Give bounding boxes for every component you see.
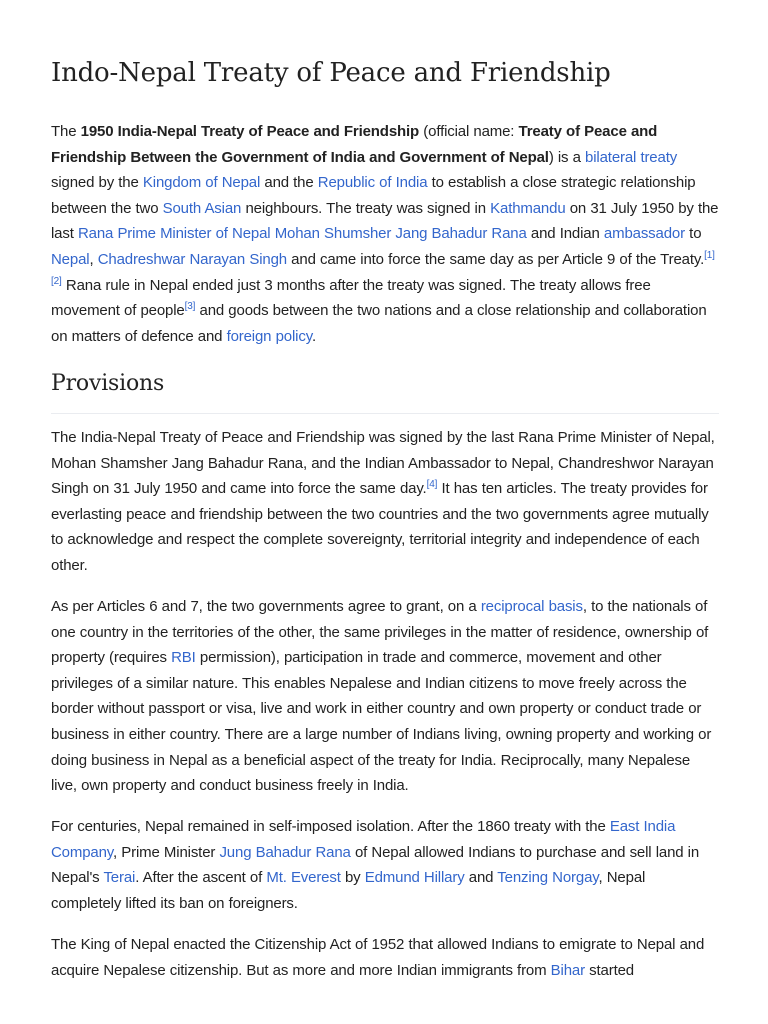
link-nepal[interactable]: Nepal [51, 250, 90, 268]
reference-2[interactable]: [2] [51, 275, 62, 287]
bold-text: 1950 India-Nepal Treaty of Peace and Friendship [80, 123, 420, 140]
provisions-paragraph-4 [51, 932, 719, 983]
text: It has ten articles. The treaty provides for everlasting peace and friendship between the two countries and the two governments agree mutually to acknowledge and respect the complete sovereignty, territorial integrity and independence of each other. [51, 480, 709, 574]
text: to establish a close strategic relationship between the two [51, 174, 696, 217]
text: to [684, 225, 702, 243]
reference-1[interactable]: [1] [704, 249, 715, 261]
text: signed by the [51, 174, 143, 192]
text: ) is a [548, 148, 586, 166]
page-title: Indo-Nepal Treaty of Peace and Friendship [51, 58, 611, 88]
link-terai[interactable]: Terai [103, 869, 136, 887]
link-rana-prime-minister[interactable]: Rana Prime Minister of Nepal Mohan Shumsher Jang Bahadur Rana [77, 225, 527, 243]
link-ambassador[interactable]: ambassador [603, 225, 685, 243]
link-bilateral-treaty[interactable]: bilateral treaty [585, 148, 678, 166]
text: The India-Nepal Treaty of Peace and Friendship was signed by the last Rana Prime Minister of Nepal, Mohan Shamsher Jang Bahadur Rana, and the Indian Ambassador to Nepal, Chandreshwor Narayan Singh on 31 July 1950 and came into force the same day. [51, 429, 715, 498]
text: neighbours. The treaty was signed in [241, 199, 491, 217]
text: , Nepal completely lifted its ban on foreigners. [51, 869, 646, 912]
text: on 31 July 1950 by the last [51, 199, 719, 243]
link-bihar[interactable]: Bihar [550, 961, 585, 979]
text: As per Articles 6 and 7, the two governments agree to grant, on a [51, 598, 481, 615]
intro-paragraph [51, 119, 719, 349]
text: . [311, 327, 316, 345]
link-east-india-company[interactable]: East India Company [51, 818, 676, 861]
text: started [584, 961, 634, 979]
provisions-paragraph-1 [51, 425, 719, 579]
text: and the [260, 174, 318, 192]
text: and goods between the two nations and a close relationship and collaboration on matters of defence and [51, 302, 707, 345]
text: , Prime Minister [113, 843, 220, 861]
link-chadreshwar-narayan-singh[interactable]: Chadreshwar Narayan Singh [97, 250, 287, 268]
text: of Nepal allowed Indians to purchase and sell land in Nepal's [51, 843, 700, 887]
text: permission), participation in trade and commerce, movement and other privileges of a similar nature. This enables Nepalese and Indian citizens to move freely across the border without passport or visa, live and work in either country and own property or conduct trade or business in either country. There are a large number of Indians living, owning property and working or doing business in Nepal as a beneficial aspect of the treaty for India. Reciprocally, many Nepalese live, own property and conduct business freely in India. [51, 649, 712, 795]
text: For centuries, Nepal remained in self-imposed isolation. After the 1860 treaty with the [51, 818, 610, 835]
link-kathmandu[interactable]: Kathmandu [490, 199, 566, 217]
reference-3[interactable]: [3] [184, 301, 196, 313]
bold-text: Treaty of Peace and Friendship Between the Government of India and Government of Nepal [51, 123, 658, 166]
text: and [464, 869, 498, 887]
text: , [89, 250, 98, 268]
text: and came into force the same day as per Article 9 of the Treaty. [286, 250, 705, 268]
text: (official name: [419, 123, 519, 140]
link-jung-bahadur-rana[interactable]: Jung Bahadur Rana [219, 843, 351, 861]
text: by [340, 869, 365, 887]
reference-4[interactable]: [4] [426, 479, 438, 491]
link-kingdom-of-nepal[interactable]: Kingdom of Nepal [142, 174, 261, 192]
text: The King of Nepal enacted the Citizenship Act of 1952 that allowed Indians to emigrate to Nepal and acquire Nepalese citizenship. But as more and more Indian immigrants from [51, 936, 705, 979]
link-south-asian[interactable]: South Asian [162, 199, 242, 217]
link-mt-everest[interactable]: Mt. Everest [266, 869, 341, 887]
section-title: Provisions [51, 371, 165, 396]
section-heading-provisions [51, 369, 719, 414]
link-republic-of-india[interactable]: Republic of India [317, 174, 428, 192]
link-foreign-policy[interactable]: foreign policy [226, 327, 312, 345]
link-rbi[interactable]: RBI [171, 649, 196, 667]
link-tenzing-norgay[interactable]: Tenzing Norgay [497, 869, 599, 887]
text: and Indian [526, 225, 604, 243]
provisions-paragraph-3 [51, 814, 719, 916]
link-reciprocal-basis[interactable]: reciprocal basis [480, 598, 583, 615]
link-edmund-hillary[interactable]: Edmund Hillary [364, 869, 465, 887]
text: , to the nationals of one country in the territories of the other, the same privileges in the matter of residence, ownership of property (requires [51, 598, 709, 667]
text: Rana rule in Nepal ended just 3 months after the treaty was signed. The treaty allows free movement of people [51, 276, 651, 320]
provisions-paragraph-2 [51, 594, 719, 799]
text: The [51, 123, 81, 140]
text: . After the ascent of [135, 869, 267, 887]
